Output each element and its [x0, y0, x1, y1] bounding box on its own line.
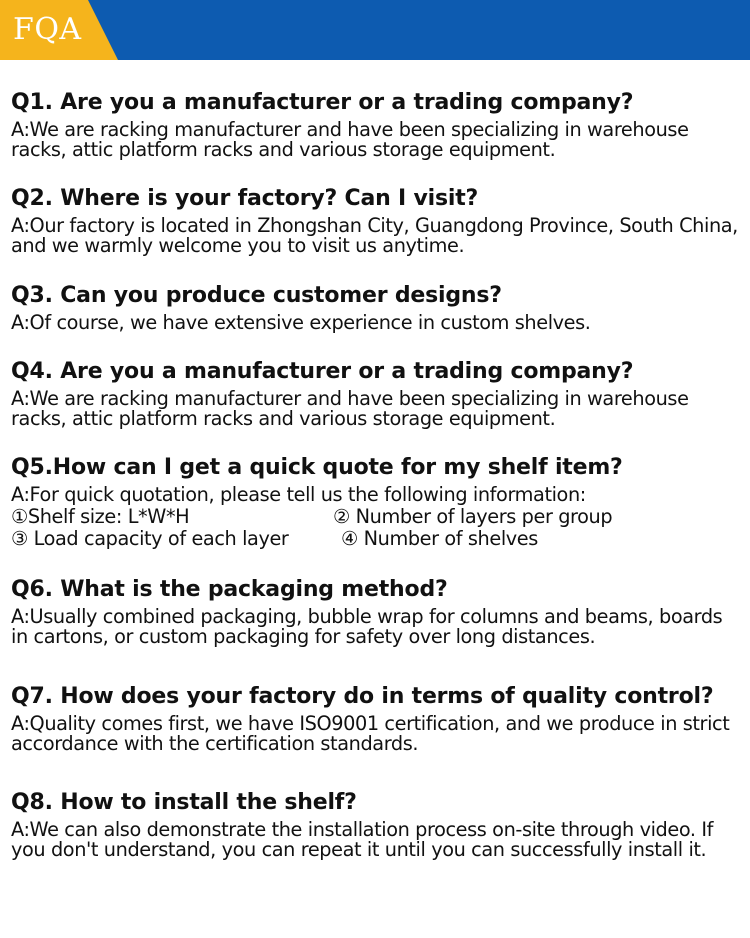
faq-item-4 — [11, 359, 741, 429]
page-title: FQA — [13, 12, 82, 47]
faq-answer: A:We are racking manufacturer and have been specializing in warehouse racks, attic platform racks and various storage equipment. — [11, 118, 689, 161]
faq-item-2 — [11, 186, 741, 256]
header-bar — [0, 0, 750, 60]
faq-question: Q3. Can you produce customer designs? — [11, 283, 502, 308]
faq-question: Q4. Are you a manufacturer or a trading company? — [11, 359, 634, 384]
faq-question: Q2. Where is your factory? Can I visit? — [11, 186, 479, 211]
faq-question: Q8. How to install the shelf? — [11, 790, 357, 815]
faq-answer: A:Our factory is located in Zhongshan City, Guangdong Province, South China, and we warmly welcome you to visit us anytime. — [11, 214, 738, 257]
faq-question: Q6. What is the packaging method? — [11, 577, 448, 602]
option-number-of-shelves: ④ Number of shelves — [341, 527, 538, 550]
faq-question: Q1. Are you a manufacturer or a trading company? — [11, 90, 634, 115]
faq-answer: A:We are racking manufacturer and have been specializing in warehouse racks, attic platform racks and various storage equipment. — [11, 387, 689, 430]
faq-item-5 — [11, 455, 741, 549]
faq-question: Q7. How does your factory do in terms of quality control? — [11, 684, 714, 709]
faq-item-1 — [11, 90, 741, 160]
faq-question: Q5.How can I get a quick quote for my shelf item? — [11, 455, 623, 480]
faq-answer: A:We can also demonstrate the installation process on-site through video. If you don't understand, you can repeat it until you can successfully install it. — [11, 818, 714, 861]
option-layers-per-group: ② Number of layers per group — [333, 505, 613, 528]
faq-answer: A:Of course, we have extensive experience in custom shelves. — [11, 311, 591, 334]
quote-info-options — [11, 505, 741, 549]
faq-answer: A:For quick quotation, please tell us the following information: — [11, 483, 586, 506]
option-load-capacity: ③ Load capacity of each layer — [11, 527, 289, 550]
faq-item-3 — [11, 283, 741, 333]
faq-item-6 — [11, 577, 741, 647]
faq-answer: A:Quality comes first, we have ISO9001 certification, and we produce in strict accordance with the certification standards. — [11, 712, 730, 755]
option-shelf-size: ①Shelf size: L*W*H — [11, 505, 190, 528]
faq-item-8 — [11, 790, 741, 860]
faq-item-7 — [11, 684, 741, 754]
faq-answer: A:Usually combined packaging, bubble wrap for columns and beams, boards in cartons, or custom packaging for safety over long distances. — [11, 605, 723, 648]
